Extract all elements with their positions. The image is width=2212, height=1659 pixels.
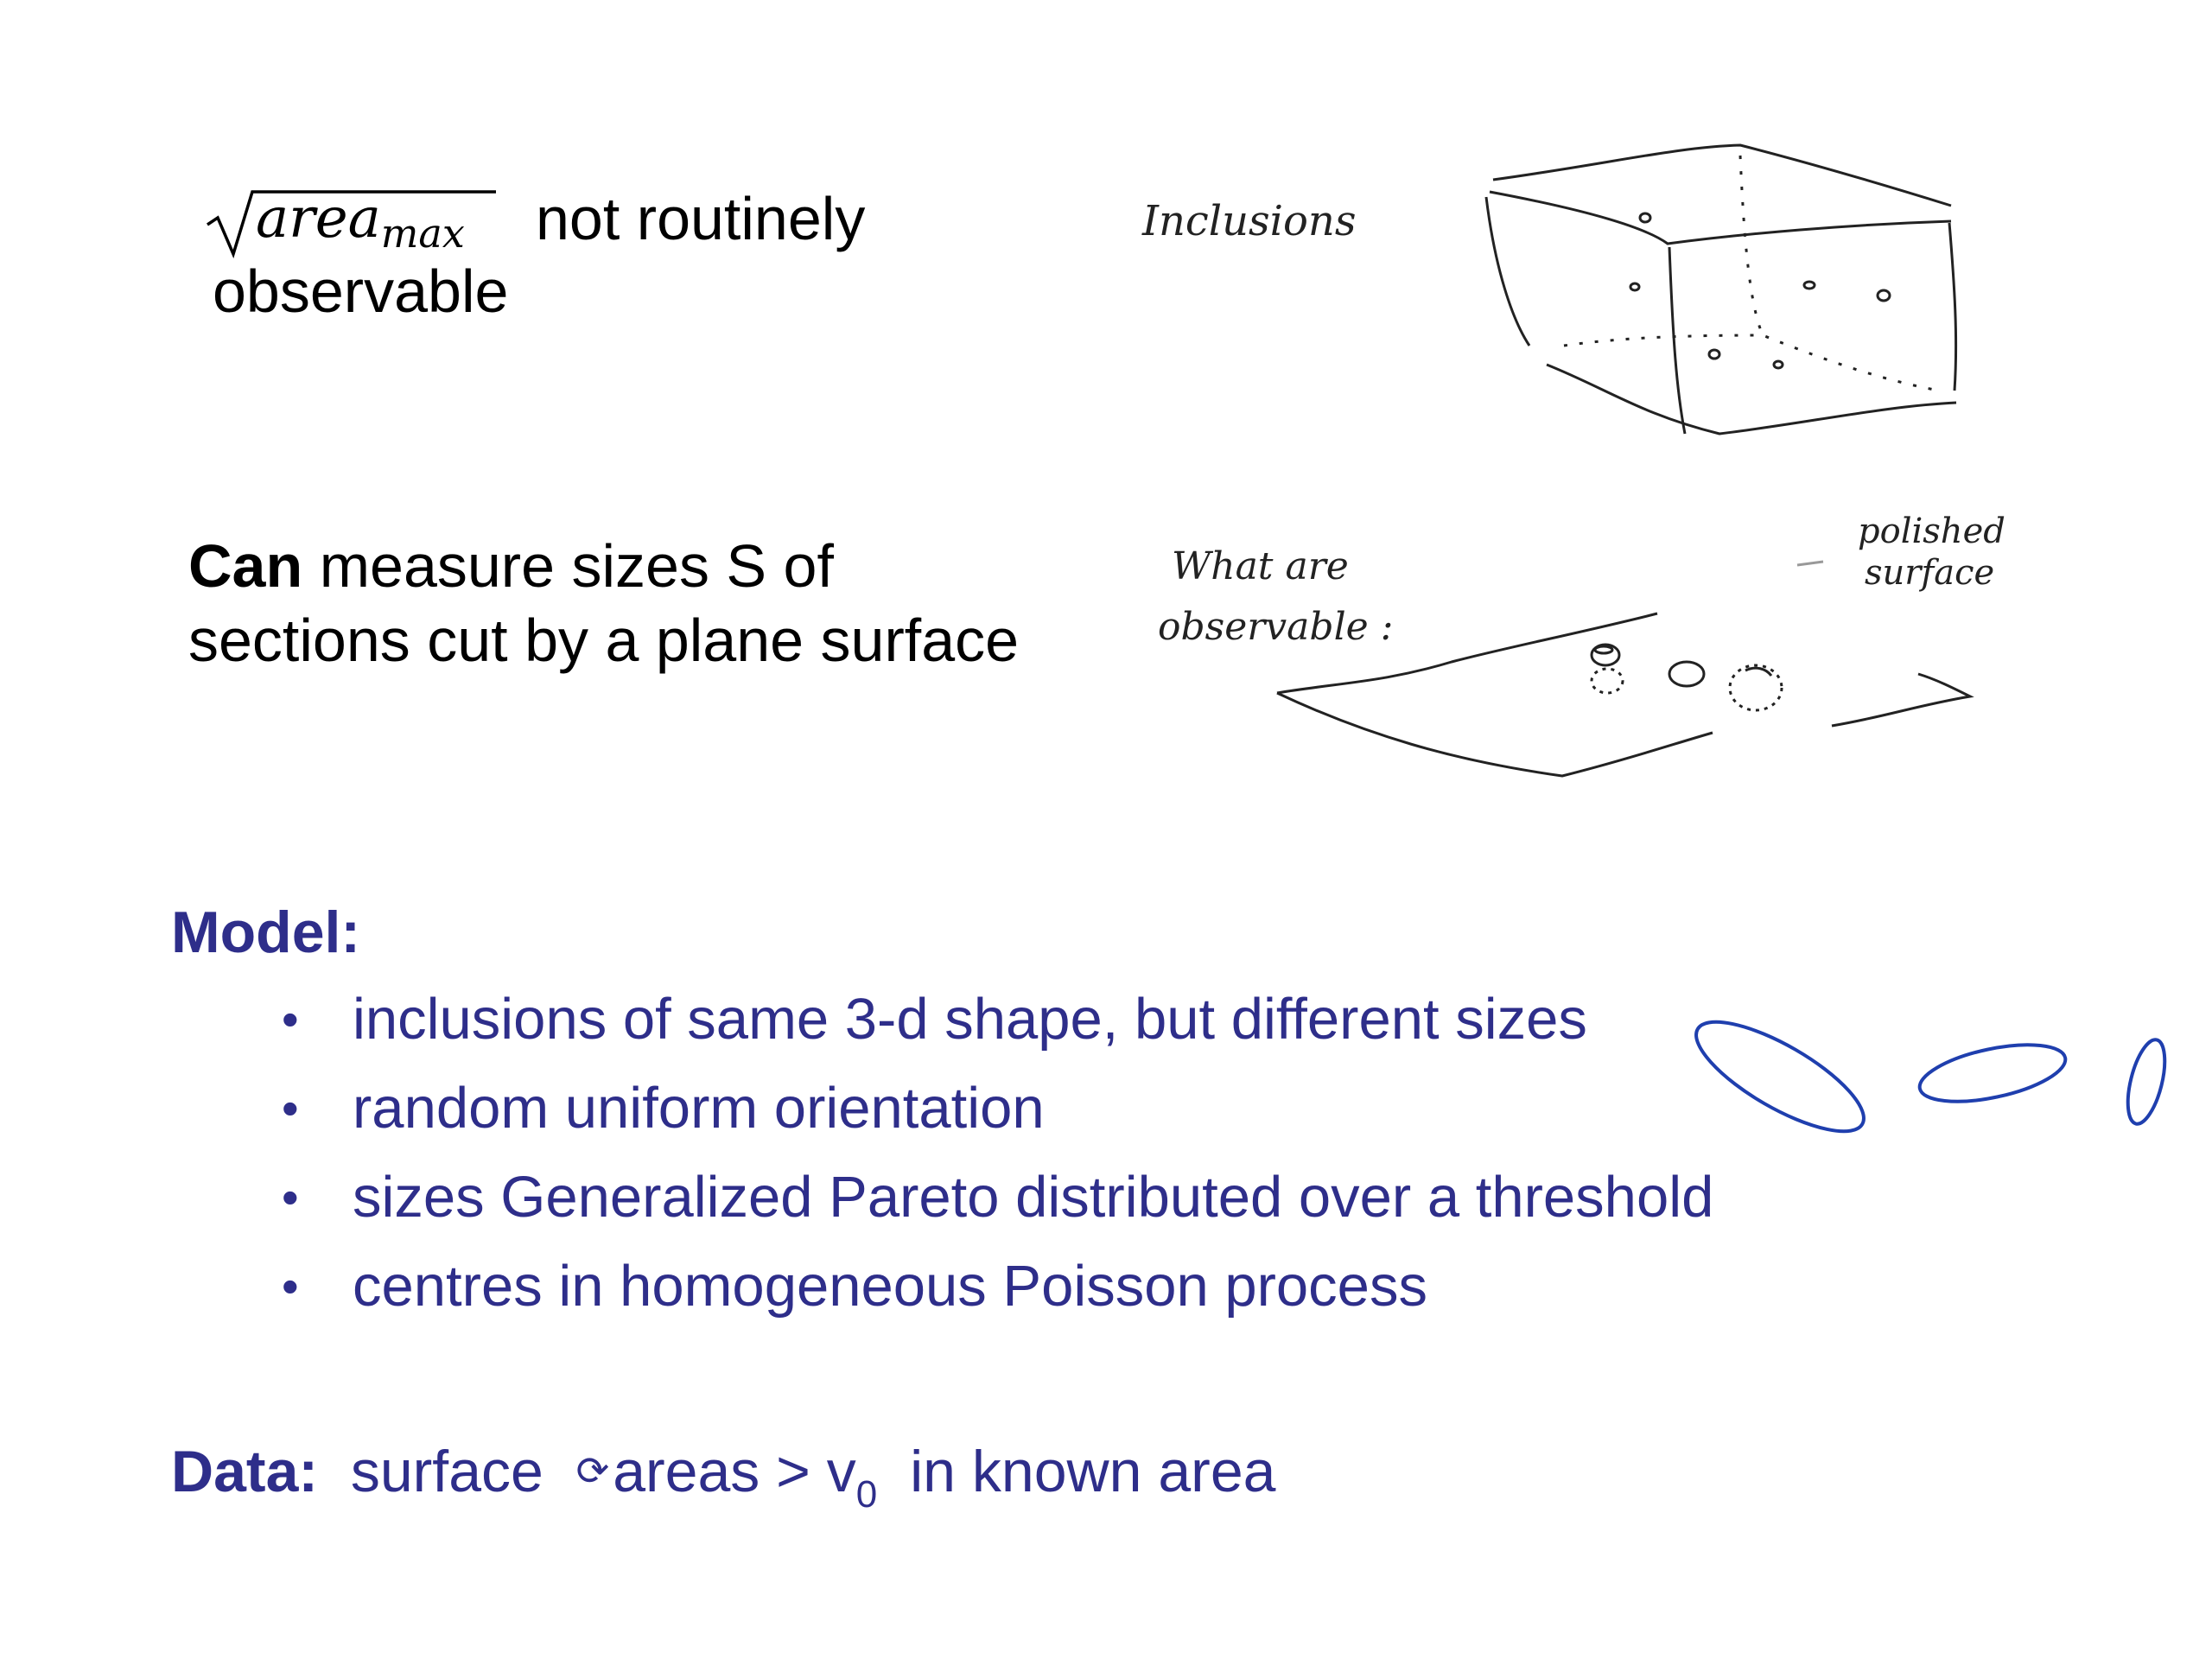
pointer-line (1797, 562, 1823, 565)
model-title: Model: (171, 899, 361, 965)
inclusion-dot (1630, 283, 1639, 290)
orientation-ellipses-sketch (1676, 1002, 2195, 1175)
ellipse-flat-medium (1915, 1034, 2070, 1113)
data-text-known-area: in known area (910, 1439, 1276, 1504)
can-measure-line2: sections cut by a plane surface (188, 607, 1020, 674)
inclusion-dot (1640, 213, 1650, 222)
bullet-icon: • (282, 1170, 299, 1224)
radicand-subscript: max (380, 210, 465, 257)
inclusion-dot (1804, 282, 1815, 289)
box-top-front-edge (1490, 192, 1951, 244)
section-dotted-left (1592, 669, 1623, 693)
data-subscript: 0 (855, 1473, 878, 1516)
box-top-back-edge (1493, 145, 1951, 206)
box-right-edge (1949, 223, 1956, 391)
list-item (171, 1153, 1813, 1242)
sketch-label-polished: polished (1858, 512, 2005, 551)
data-text-areas: areas > v (613, 1439, 856, 1504)
ellipse-upright-small (2120, 1036, 2171, 1128)
section-dotted-right (1730, 665, 1782, 710)
can-measure-line1 (188, 529, 1122, 603)
inclusion-dot (1774, 361, 1783, 368)
data-line (171, 1427, 1275, 1538)
can-bold: Can (188, 532, 303, 600)
box-front-edge (1669, 247, 1685, 434)
section-hexagon-top (1595, 646, 1612, 653)
sketch-label-surface: surface (1865, 553, 1995, 593)
box-bottom-edge (1547, 365, 1956, 434)
bullet-icon: • (282, 992, 299, 1046)
data-text-surface: surface (350, 1439, 543, 1504)
rotate-glyph-icon: ⟳ (575, 1448, 610, 1493)
inclusion-dot (1709, 350, 1719, 359)
section-cavity (1669, 662, 1704, 686)
data-label: Data: (171, 1439, 319, 1504)
box-left-edge (1486, 197, 1529, 346)
section-arc (1745, 668, 1771, 676)
bullet-icon: • (282, 1259, 299, 1313)
list-item (171, 975, 1813, 1064)
list-item-text: inclusions of same 3-d shape, but different sizes (353, 987, 1587, 1052)
can-rest: measure sizes S of (302, 532, 834, 600)
ellipse-tilted-large (1682, 1002, 1878, 1151)
surface-left-front-edge (1277, 693, 1713, 776)
list-item (171, 1064, 1813, 1153)
inclusions-box-sketch (1123, 130, 1987, 458)
list-item-text: random uniform orientation (353, 1076, 1045, 1141)
inclusion-dot (1878, 290, 1890, 301)
formula-radicand (256, 188, 465, 264)
sketch-label-inclusions: Inclusions (1142, 197, 1357, 245)
sketch-label-observable: observable : (1158, 605, 1394, 649)
formula-line2: observable (213, 257, 509, 325)
list-item-text: centres in homogeneous Poisson process (353, 1254, 1427, 1319)
box-hidden-bottom (1564, 335, 1939, 391)
list-item-text: sizes Generalized Pareto distributed over a threshold (353, 1165, 1714, 1230)
radicand-base: area (256, 187, 381, 251)
model-list (171, 975, 1813, 1331)
box-hidden-vertical (1740, 156, 1763, 335)
bullet-icon: • (282, 1081, 299, 1135)
can-measure-text (188, 529, 1122, 677)
surface-right-edge (1832, 674, 1970, 726)
sketch-label-what-are: What are (1172, 544, 1349, 588)
list-item (171, 1242, 1813, 1331)
polished-surface-sketch (1141, 501, 2022, 795)
formula-suffix: not routinely (536, 185, 866, 252)
